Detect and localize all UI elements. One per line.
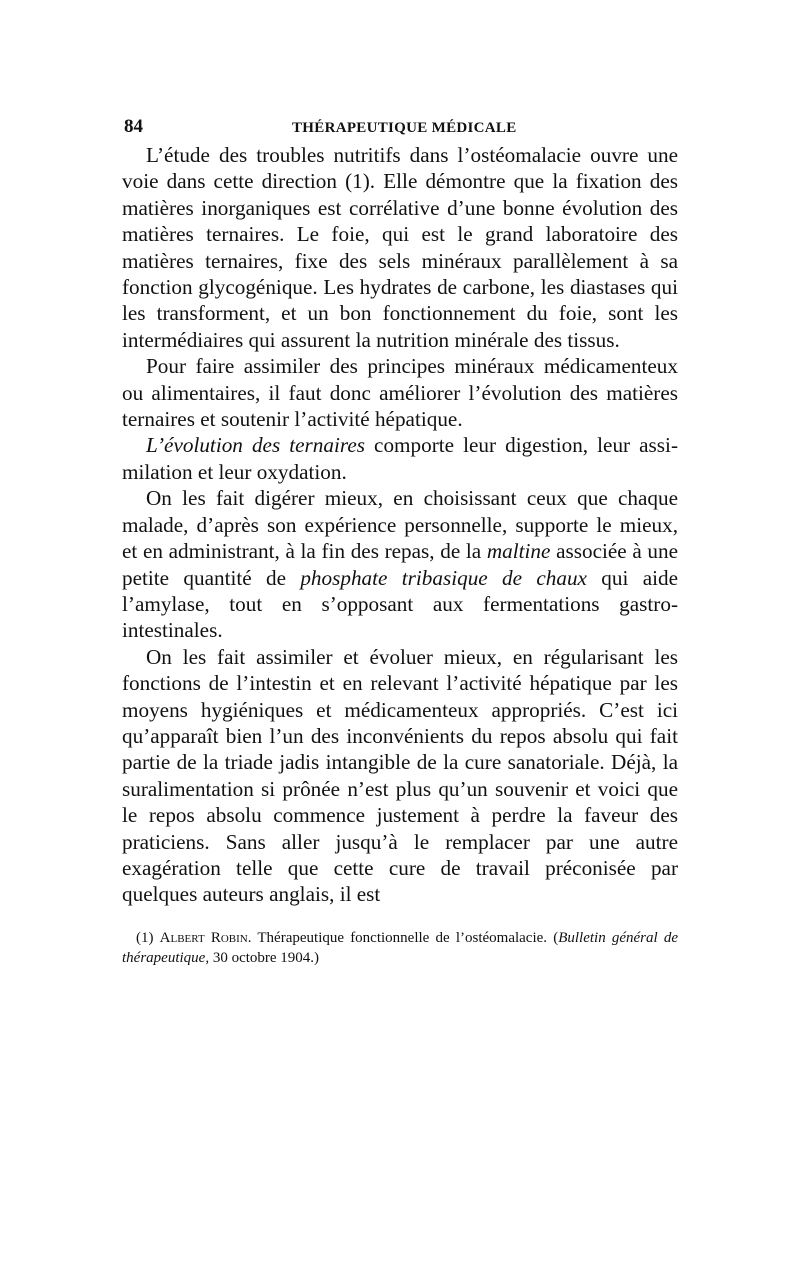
text-run: qui aide l’amylase, tout en s’opposant aux fermentations gastro-intestinales. bbox=[122, 565, 678, 643]
body-paragraph bbox=[122, 353, 678, 432]
body-paragraph bbox=[122, 142, 678, 353]
italic-phrase: phosphate tribasique de chaux bbox=[300, 565, 587, 590]
footnote-title: . Thérapeutique fonctionnelle de l’ostéomalacie. ( bbox=[247, 929, 559, 946]
body-text bbox=[122, 142, 678, 908]
running-head bbox=[122, 112, 678, 142]
body-paragraph bbox=[122, 644, 678, 908]
running-title: THÉRAPEUTIQUE MÉDICALE bbox=[292, 120, 517, 136]
text-run: On les fait digérer mieux, en choisissant ceux que chaque malade, d’après son expérience personnelle, supporte le mieux, et en administrant, à la fin des repas, de la bbox=[122, 486, 678, 564]
footnote bbox=[122, 928, 678, 968]
footnote-author: Albert Robin bbox=[159, 929, 248, 946]
page-number: 84 bbox=[124, 116, 143, 137]
body-paragraph bbox=[122, 485, 678, 643]
footnote-date: 30 octobre 1904.) bbox=[209, 949, 320, 966]
text-run: On les fait assimiler et évoluer mieux, en régularisant les fonctions de l’intestin et en relevant l’activité hépatique par les moyens hygiéniques et médicamenteux appropriés. C’est ici qu’apparaît bien l’un des inconvénients du repos absolu qui fait partie de la triade jadis intangible de la cure sanatoriale. Déjà, la suralimentation si prônée n’est plus qu’un souvenir et voici que le repos absolu commence justement à perdre la faveur des praticiens. Sans aller jusqu’à le remplacer par une autre exagération telle que cette cure de travail préconisée par quelques auteurs anglais, il est bbox=[122, 644, 678, 907]
text-run: L’étude des troubles nutritifs dans l’ostéomalacie ouvre une voie dans cette direction (1). Elle démontre que la fixation des matières inorganiques est corrélative d’une bonne évolution des matières ternaires. Le foie, qui est le grand laboratoire des matières ternaires, fixe des sels minéraux parallèlement à sa fonction glycogénique. Les hydrates de carbone, les diastases qui les transforment, et un bon fonctionnement du foie, sont les intermédiaires qui assurent la nutrition minérale des tissus. bbox=[122, 143, 678, 352]
text-run: comporte leur digestion, leur assimilation et leur oxydation. bbox=[122, 433, 679, 484]
book-page bbox=[122, 112, 678, 968]
footnote-marker: (1) bbox=[136, 929, 154, 946]
body-paragraph bbox=[122, 432, 678, 485]
footnote-journal: Bulletin général de thérapeutique, bbox=[122, 929, 679, 966]
italic-phrase: L’évolution des ternaires bbox=[146, 433, 365, 458]
text-run: Pour faire assimiler des principes minéraux médicamenteux ou alimentaires, il faut donc améliorer l’évolution des matières ternaires et soutenir l’activité hépatique. bbox=[122, 354, 678, 432]
text-run: associée à une petite quantité de bbox=[122, 539, 678, 590]
italic-phrase: maltine bbox=[486, 539, 551, 564]
